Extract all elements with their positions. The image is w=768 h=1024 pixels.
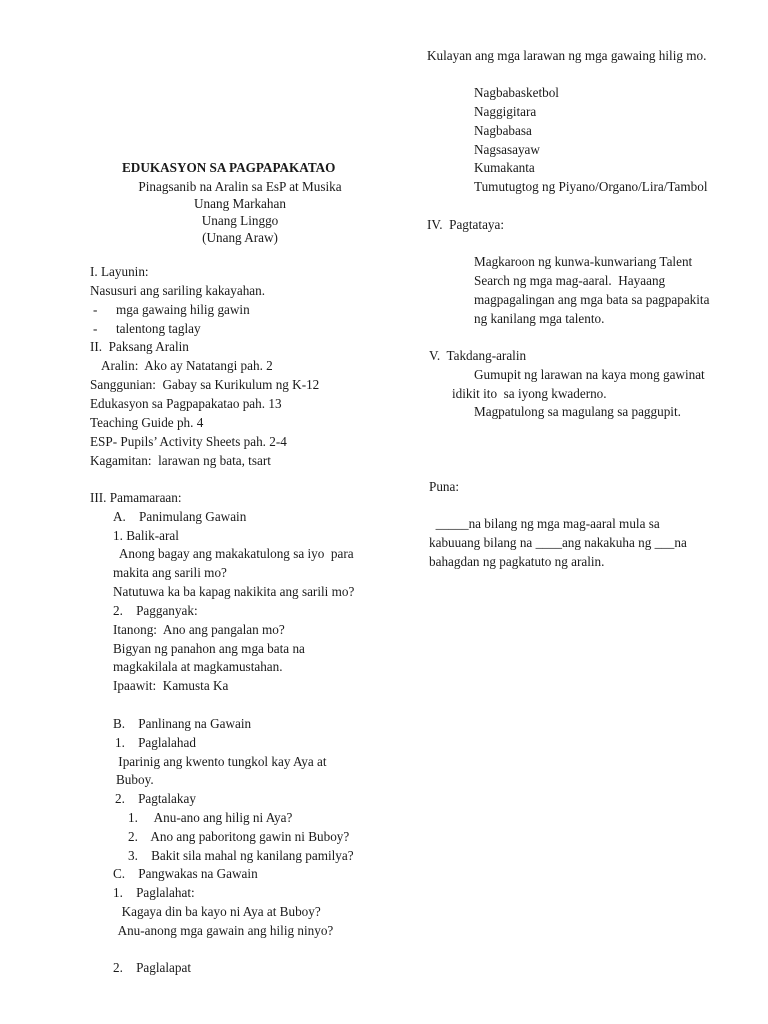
- takdang-aralin-line: idikit ito sa iyong kwaderno.: [452, 386, 607, 401]
- puna-line: kabuuang bilang na ____ang nakakuha ng ___na: [429, 535, 687, 550]
- pagtataya-line: magpagalingan ang mga bata sa pagpapakita: [474, 292, 710, 307]
- pagtataya-line: Search ng mga mag-aaral. Hayaang: [474, 273, 666, 288]
- pagganyak-line: Itanong: Ano ang pangalan mo?: [113, 622, 285, 637]
- layunin-bullet: talentong taglay: [116, 321, 201, 336]
- activity-instruction: Kulayan ang mga larawan ng mga gawaing hilig mo.: [427, 48, 707, 63]
- layunin-heading: I. Layunin:: [90, 264, 149, 279]
- paglalahad-line: Iparinig ang kwento tungkol kay Aya at: [115, 754, 327, 769]
- puna-line: _____na bilang ng mga mag-aaral mula sa: [429, 516, 660, 531]
- section-a-heading: A. Panimulang Gawain: [113, 509, 247, 524]
- pagtalakay-question: 2. Ano ang paboritong gawin ni Buboy?: [128, 829, 350, 844]
- paksang-sanggunian: Sanggunian: Gabay sa Kurikulum ng K-12: [90, 377, 320, 392]
- pagganyak-line: magkakilala at magkamustahan.: [113, 659, 283, 674]
- puna-line: bahagdan ng pagkatuto ng aralin.: [429, 554, 605, 569]
- paglalapat-heading: 2. Paglalapat: [113, 960, 192, 975]
- paksang-line: Teaching Guide ph. 4: [90, 415, 204, 430]
- paksang-aralin: Aralin: Ako ay Natatangi pah. 2: [101, 358, 273, 373]
- subtitle-day: (Unang Araw): [202, 230, 278, 245]
- pagganyak-heading: 2. Pagganyak:: [113, 603, 198, 618]
- dash-bullet: -: [93, 302, 98, 317]
- pagtalakay-question: 3. Bakit sila mahal ng kanilang pamilya?: [128, 848, 354, 863]
- pagtataya-heading: IV. Pagtataya:: [427, 217, 505, 232]
- document-title: EDUKASYON SA PAGPAPAKATAO: [122, 160, 336, 175]
- paglalahat-line: Kagaya din ba kayo ni Aya at Buboy?: [115, 904, 321, 919]
- paksang-line: ESP- Pupils’ Activity Sheets pah. 2-4: [90, 434, 287, 449]
- pagtataya-line: Magkaroon ng kunwa-kunwariang Talent: [474, 254, 693, 269]
- activity-item: Kumakanta: [474, 160, 535, 175]
- activity-item: Tumutugtog ng Piyano/Organo/Lira/Tambol: [474, 179, 708, 194]
- layunin-bullet: mga gawaing hilig gawin: [116, 302, 250, 317]
- paglalahat-heading: 1. Paglalahat:: [113, 885, 195, 900]
- activity-item: Nagbabasketbol: [474, 85, 559, 100]
- takdang-aralin-line: Magpatulong sa magulang sa paggupit.: [474, 404, 681, 419]
- pagtataya-line: ng kanilang mga talento.: [474, 311, 605, 326]
- paglalahad-line: Buboy.: [116, 772, 154, 787]
- layunin-text: Nasusuri ang sariling kakayahan.: [90, 283, 266, 298]
- paglalahat-line: Anu-anong mga gawain ang hilig ninyo?: [115, 923, 334, 938]
- takdang-aralin-line: Gumupit ng larawan na kaya mong gawinat: [474, 367, 705, 382]
- section-c-heading: C. Pangwakas na Gawain: [113, 866, 258, 881]
- paksang-line: Edukasyon sa Pagpapakatao pah. 13: [90, 396, 282, 411]
- activity-item: Nagbabasa: [474, 123, 532, 138]
- balik-aral-line: makita ang sarili mo?: [113, 565, 227, 580]
- paksang-kagamitan: Kagamitan: larawan ng bata, tsart: [90, 453, 271, 468]
- subtitle: Pinagsanib na Aralin sa EsP at Musika: [138, 179, 342, 194]
- balik-aral-line: Anong bagay ang makakatulong sa iyo para: [113, 546, 354, 561]
- paksang-heading: II. Paksang Aralin: [90, 339, 189, 354]
- activity-item: Naggigitara: [474, 104, 537, 119]
- dash-bullet: -: [93, 321, 98, 336]
- puna-heading: Puna:: [429, 479, 460, 494]
- activity-item: Nagsasayaw: [474, 142, 540, 157]
- balik-aral-line: Natutuwa ka ba kapag nakikita ang sarili mo?: [113, 584, 355, 599]
- pagganyak-line: Ipaawit: Kamusta Ka: [113, 678, 229, 693]
- pagganyak-line: Bigyan ng panahon ang mga bata na: [113, 641, 305, 656]
- takdang-aralin-heading: V. Takdang-aralin: [429, 348, 527, 363]
- subtitle-quarter: Unang Markahan: [194, 196, 286, 211]
- subtitle-week: Unang Linggo: [201, 213, 279, 228]
- pagtalakay-question: 1. Anu-ano ang hilig ni Aya?: [128, 810, 293, 825]
- balik-aral-heading: 1. Balik-aral: [113, 528, 179, 543]
- paglalahad-heading: 1. Paglalahad: [115, 735, 196, 750]
- section-b-heading: B. Panlinang na Gawain: [113, 716, 252, 731]
- pamamaraan-heading: III. Pamamaraan:: [90, 490, 182, 505]
- pagtalakay-heading: 2. Pagtalakay: [115, 791, 196, 806]
